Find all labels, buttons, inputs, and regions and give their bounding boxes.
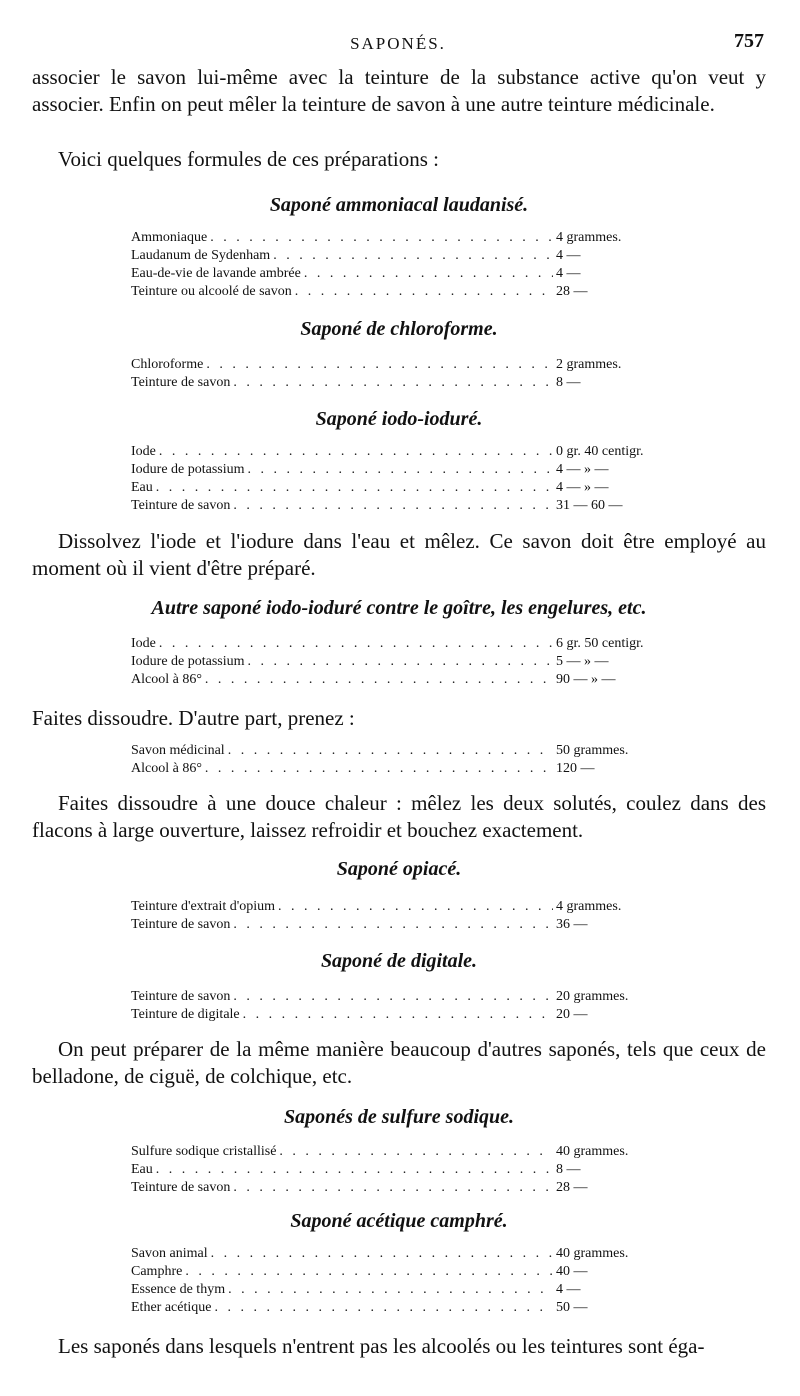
formula-row [131,479,676,497]
formula-row [131,671,676,689]
formula-row [131,461,676,479]
ingredient-name: Alcool à 86° [131,761,202,776]
ingredient-quantity: 5 — » — [556,654,609,669]
paragraph-dissolve-2: Faites dissoudre. D'autre part, prenez : [32,706,355,730]
paragraph-others: On peut préparer de la même manière beaucoup d'autres saponés, tels que ceux de belladone, de ciguë, de colchique, etc. [32,1037,766,1088]
leader-dots [233,1179,553,1197]
formula-title: Saponés de sulfure sodique. [283,1106,515,1128]
leader-dots [243,1006,553,1024]
leader-dots [156,479,553,497]
formula-list [131,635,676,689]
leader-dots [248,461,553,479]
leader-dots [228,742,553,760]
ingredient-name: Teinture de digitale [131,1007,240,1022]
leader-dots [211,1245,553,1263]
formula-title: Saponé opiacé. [336,858,462,880]
formula-row [131,760,676,778]
ingredient-name: Iode [131,636,156,651]
ingredient-name: Teinture ou alcoolé de savon [131,284,292,299]
paragraph-continuation: associer le savon lui-même avec la teinture de la substance active qu'on veut y associer. Enfin on peut mêler la teinture de savon à une autre teinture médicinale. [32,65,766,116]
formula-list [131,1143,676,1197]
ingredient-name: Sulfure sodique cristallisé [131,1144,277,1159]
ingredient-quantity: 4 — [556,266,581,281]
ingredient-quantity: 28 — [556,284,588,299]
formula-row [131,356,676,374]
ingredient-name: Teinture de savon [131,1180,231,1195]
leader-dots [156,1161,553,1179]
formula-row [131,1179,676,1197]
page-number: 757 [734,30,764,52]
ingredient-name: Iodure de potassium [131,462,245,477]
ingredient-name: Iode [131,444,156,459]
ingredient-quantity: 28 — [556,1180,588,1195]
ingredient-quantity: 40 grammes. [556,1246,629,1261]
ingredient-quantity: 120 — [556,761,595,776]
formula-row [131,653,676,671]
leader-dots [214,1299,553,1317]
formula-title: Autre saponé iodo-ioduré contre le goître, les engelures, etc. [151,597,647,619]
ingredient-name: Ammoniaque [131,230,208,245]
leader-dots [233,916,553,934]
ingredient-name: Teinture de savon [131,917,231,932]
formula-row [131,1006,676,1024]
paragraph-intro: Voici quelques formules de ces préparations : [58,147,440,171]
ingredient-quantity: 8 — [556,1162,581,1177]
formula-title: Saponé de chloroforme. [300,318,498,340]
leader-dots [295,283,553,301]
ingredient-quantity: 0 gr. 40 centigr. [556,444,644,459]
leader-dots [159,635,553,653]
leader-dots [278,898,553,916]
ingredient-name: Chloroforme [131,357,204,372]
leader-dots [205,760,553,778]
leader-dots [206,356,553,374]
leader-dots [248,653,553,671]
ingredient-quantity: 4 — » — [556,462,609,477]
ingredient-name: Savon médicinal [131,743,225,758]
formula-title: Saponé iodo-ioduré. [315,408,483,430]
formula-row [131,1143,676,1161]
formula-row [131,1299,676,1317]
formula-row [131,1161,676,1179]
formula-row [131,898,676,916]
formula-row [131,988,676,1006]
ingredient-quantity: 90 — » — [556,672,616,687]
formula-row [131,497,676,515]
formula-list [131,988,676,1024]
ingredient-quantity: 20 — [556,1007,588,1022]
formula-row [131,283,676,301]
formula-list [131,742,676,778]
ingredient-name: Eau-de-vie de lavande ambrée [131,266,301,281]
leader-dots [279,1143,553,1161]
ingredient-quantity: 20 grammes. [556,989,629,1004]
formula-title: Saponé ammoniacal laudanisé. [269,194,529,216]
ingredient-quantity: 40 grammes. [556,1144,629,1159]
formula-list [131,898,676,934]
formula-row [131,1281,676,1299]
formula-list [131,356,676,392]
paragraph-heat: Faites dissoudre à une douce chaleur : mêlez les deux solutés, coulez dans des flacons à large ouverture, laissez refroidir et bouchez exactement. [32,791,766,842]
leader-dots [185,1263,553,1281]
ingredient-quantity: 6 gr. 50 centigr. [556,636,644,651]
ingredient-quantity: 2 grammes. [556,357,622,372]
ingredient-quantity: 36 — [556,917,588,932]
formula-list [131,1245,676,1317]
ingredient-name: Eau [131,480,153,495]
ingredient-name: Ether acétique [131,1300,212,1315]
ingredient-name: Teinture de savon [131,989,231,1004]
running-title: SAPONÉS. [350,34,446,53]
ingredient-name: Essence de thym [131,1282,226,1297]
ingredient-quantity: 8 — [556,375,581,390]
leader-dots [228,1281,553,1299]
leader-dots [273,247,553,265]
formula-list [131,229,676,301]
formula-list [131,443,676,515]
leader-dots [304,265,553,283]
ingredient-quantity: 31 — 60 — [556,498,623,513]
ingredient-name: Laudanum de Sydenham [131,248,271,263]
ingredient-name: Teinture de savon [131,498,231,513]
ingredient-quantity: 4 — » — [556,480,609,495]
ingredient-name: Iodure de potassium [131,654,245,669]
leader-dots [205,671,553,689]
formula-title: Saponé acétique camphré. [290,1210,508,1232]
ingredient-quantity: 4 — [556,248,581,263]
page-header [32,30,764,60]
ingredient-name: Teinture de savon [131,375,231,390]
leader-dots [233,988,553,1006]
formula-title: Saponé de digitale. [320,950,478,972]
ingredient-quantity: 50 grammes. [556,743,629,758]
formula-row [131,635,676,653]
formula-row [131,247,676,265]
formula-row [131,265,676,283]
formula-row [131,916,676,934]
formula-row [131,229,676,247]
formula-row [131,374,676,392]
ingredient-name: Teinture d'extrait d'opium [131,899,276,914]
leader-dots [233,374,553,392]
ingredient-name: Savon animal [131,1246,208,1261]
paragraph-final: Les saponés dans lesquels n'entrent pas les alcoolés ou les teintures sont éga- [58,1334,705,1358]
ingredient-quantity: 40 — [556,1264,588,1279]
leader-dots [210,229,553,247]
leader-dots [159,443,553,461]
ingredient-name: Eau [131,1162,153,1177]
formula-row [131,1263,676,1281]
ingredient-quantity: 4 — [556,1282,581,1297]
leader-dots [233,497,553,515]
formula-row [131,742,676,760]
formula-row [131,443,676,461]
ingredient-quantity: 4 grammes. [556,899,622,914]
ingredient-quantity: 50 — [556,1300,588,1315]
ingredient-name: Camphre [131,1264,183,1279]
paragraph-dissolve: Dissolvez l'iode et l'iodure dans l'eau et mêlez. Ce savon doit être employé au moment où il vient d'être préparé. [32,529,766,580]
ingredient-quantity: 4 grammes. [556,230,622,245]
ingredient-name: Alcool à 86° [131,672,202,687]
formula-row [131,1245,676,1263]
